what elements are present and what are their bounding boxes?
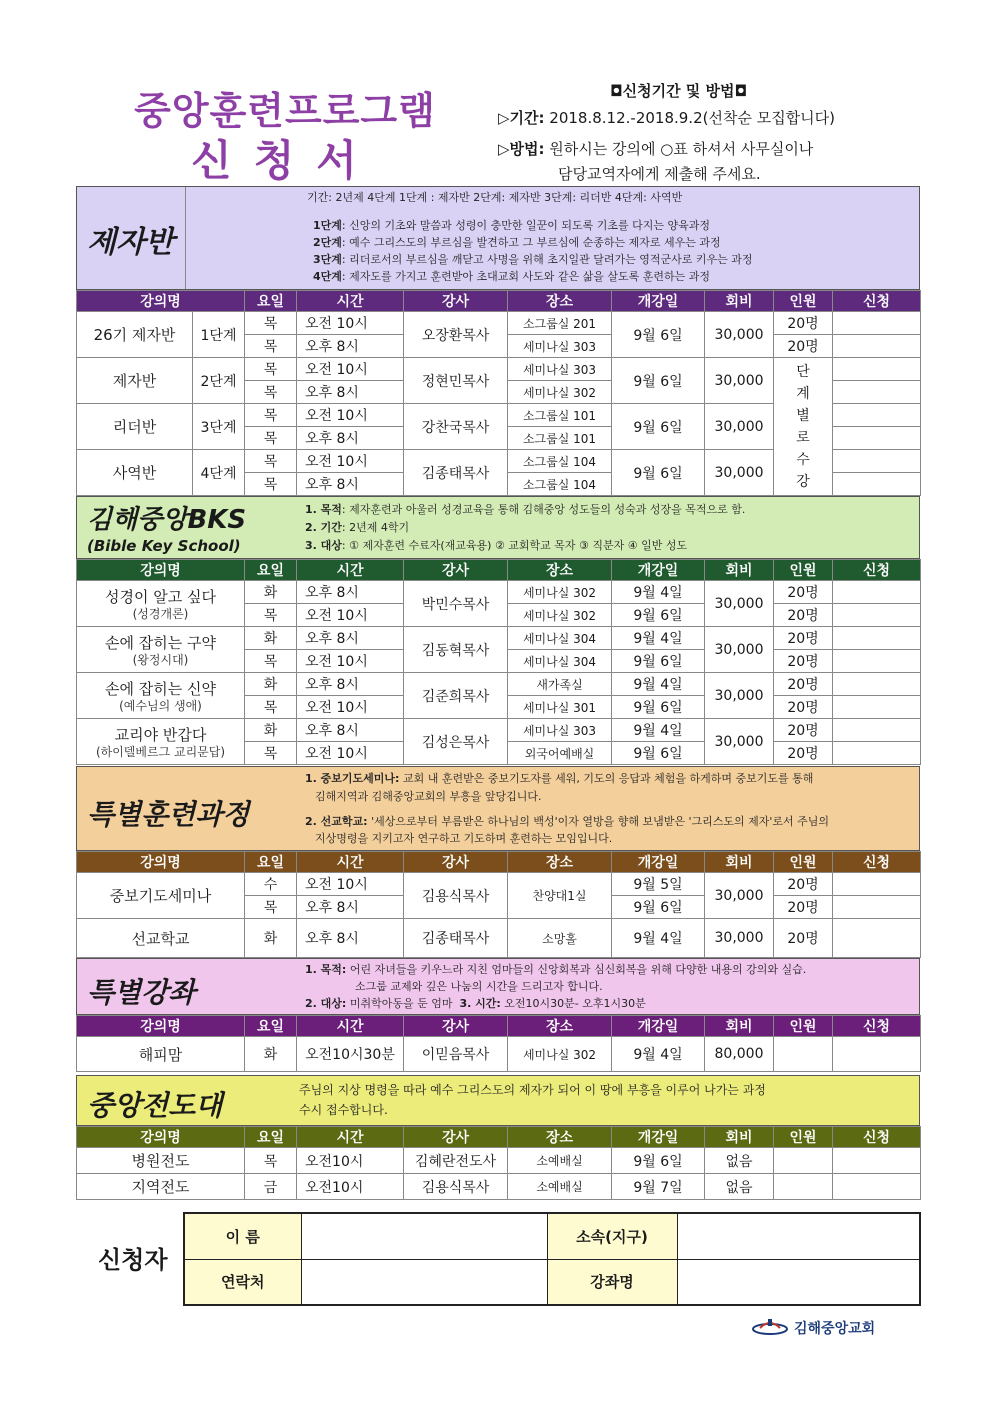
contact-label: 연락처	[184, 1259, 301, 1305]
course-name: 제자반	[77, 358, 193, 404]
course-fee: 30,000	[705, 627, 774, 673]
apply-cell[interactable]	[833, 581, 921, 604]
col-name: 강의명	[77, 291, 245, 312]
course-time: 오전10시30분	[297, 1037, 404, 1072]
disciple-step2: 2단계: 예수 그리스도의 부르심을 발견하고 그 부르심에 순종하는 제자로 세우는 과정	[313, 236, 721, 249]
course-time: 오후 8시	[297, 473, 404, 496]
apply-cell[interactable]	[833, 650, 921, 673]
special-table	[76, 851, 921, 958]
course-place: 세미나실 303	[508, 335, 612, 358]
apply-cell[interactable]	[833, 604, 921, 627]
apply-cell[interactable]	[833, 873, 921, 896]
course-teacher: 김용식목사	[404, 1174, 508, 1200]
apply-cell[interactable]	[833, 427, 921, 450]
course-teacher: 강찬국목사	[404, 404, 508, 450]
col-place: 장소	[508, 1127, 612, 1148]
bks-target: 3. 대상: ① 제자훈련 수료자(재교육용) ② 교회학교 목자 ③ 직분자 ④ 일반 성도	[305, 539, 688, 552]
course-day: 목	[245, 896, 297, 919]
disciple-step1: 1단계: 신앙의 기초와 말씀과 성령이 충만한 일꾼이 되도록 기초를 다지는 양육과정	[313, 219, 710, 232]
special-banner	[76, 766, 920, 851]
course-day: 화	[245, 673, 297, 696]
col-day: 요일	[245, 852, 297, 873]
course-name: 중보기도세미나	[77, 873, 245, 919]
col-place: 장소	[508, 291, 612, 312]
table-row	[77, 312, 921, 335]
lecture-banner	[76, 958, 920, 1015]
table-row	[77, 919, 921, 958]
disciple-step4: 4단계: 제자도를 가지고 훈련받아 초대교회 사도와 같은 삶을 살도록 훈련하는 과정	[313, 270, 710, 283]
course-time: 오전 10시	[297, 604, 404, 627]
apply-cell[interactable]	[833, 335, 921, 358]
course-time: 오후 8시	[297, 896, 404, 919]
apply-cell[interactable]	[833, 404, 921, 427]
course-place: 세미나실 302	[508, 381, 612, 404]
col-day: 요일	[245, 560, 297, 581]
bks-subtitle: (Bible Key School)	[87, 537, 241, 555]
col-time: 시간	[297, 1016, 404, 1037]
course-fee: 30,000	[705, 581, 774, 627]
col-date: 개강일	[612, 1127, 705, 1148]
course-time: 오전 10시	[297, 742, 404, 765]
course-teacher: 정현민목사	[404, 358, 508, 404]
bks-table	[76, 559, 921, 765]
course-name: 병원전도	[77, 1148, 245, 1174]
apply-cell[interactable]	[833, 896, 921, 919]
col-place: 장소	[508, 852, 612, 873]
apply-cell[interactable]	[833, 1148, 921, 1174]
info-method-continued: 담당교역자에게 제출해 주세요.	[558, 165, 761, 183]
course-date: 9월 5일	[612, 873, 705, 896]
course-time: 오전10시	[297, 1174, 404, 1200]
disciple-period: 기간: 2년제 4단계 1단계 : 제자반 2단계: 제자반 3단계: 리더반 4단계: 사역반	[307, 191, 683, 204]
course-place: 세미나실 303	[508, 719, 612, 742]
col-people: 인원	[774, 560, 833, 581]
course-name: 교리야 반갑다 (하이델베르그 교리문답)	[77, 719, 245, 765]
apply-cell[interactable]	[833, 358, 921, 381]
course-date: 9월 6일	[612, 696, 705, 719]
apply-cell[interactable]	[833, 450, 921, 473]
table-row	[77, 673, 921, 696]
col-day: 요일	[245, 291, 297, 312]
course-date: 9월 6일	[612, 450, 705, 496]
course-place: 세미나실 301	[508, 696, 612, 719]
course-day: 수	[245, 873, 297, 896]
col-fee: 회비	[705, 1127, 774, 1148]
course-teacher: 김혜란전도사	[404, 1148, 508, 1174]
course-date: 9월 6일	[612, 650, 705, 673]
col-apply: 신청	[833, 291, 921, 312]
course-date: 9월 6일	[612, 312, 705, 358]
course-teacher: 김동혁목사	[404, 627, 508, 673]
col-teacher: 강사	[404, 560, 508, 581]
col-name: 강의명	[77, 1127, 245, 1148]
col-fee: 회비	[705, 1016, 774, 1037]
table-row	[77, 719, 921, 742]
special-item2: 2. 선교학교: '세상으로부터 부름받은 하나님의 백성'이자 열방을 향해 보냄받은 '그리스도의 제자'로서 주님의	[305, 815, 830, 828]
course-people: 20명	[774, 696, 833, 719]
course-step: 3단계	[193, 404, 245, 450]
affiliation-field[interactable]	[677, 1213, 920, 1259]
course-teacher: 박민수목사	[404, 581, 508, 627]
merged-char: 별	[796, 407, 810, 424]
course-step: 4단계	[193, 450, 245, 496]
course-name: 리더반	[77, 404, 193, 450]
col-place: 장소	[508, 560, 612, 581]
course-fee: 30,000	[705, 719, 774, 765]
course-place: 세미나실 304	[508, 650, 612, 673]
course-date: 9월 4일	[612, 719, 705, 742]
apply-cell[interactable]	[833, 312, 921, 335]
col-apply: 신청	[833, 560, 921, 581]
course-day: 화	[245, 719, 297, 742]
course-name: 손에 잡히는 신약 (예수님의 생애)	[77, 673, 245, 719]
course-day: 화	[245, 627, 297, 650]
merged-char: 로	[796, 429, 810, 446]
lecture-target: 2. 대상: 미취학아동을 둔 엄마 3. 시간: 오전10시30분- 오후1시30분	[305, 997, 646, 1010]
course-place: 찬양대1실	[508, 873, 612, 919]
disciple-table	[76, 290, 921, 496]
name-field[interactable]	[301, 1213, 547, 1259]
course-place: 소그룹실 104	[508, 473, 612, 496]
col-day: 요일	[245, 1016, 297, 1037]
course-day: 목	[245, 650, 297, 673]
course-place: 세미나실 304	[508, 627, 612, 650]
bks-header-row	[77, 560, 921, 581]
lecture-goal: 1. 목적: 어린 자녀들을 키우느라 지친 엄마들의 신앙회복과 심신회복을 위해 다양한 내용의 강의와 실습.	[305, 963, 807, 976]
apply-cell[interactable]	[833, 1037, 921, 1072]
apply-cell[interactable]	[833, 742, 921, 765]
course-teacher: 김종태목사	[404, 919, 508, 958]
course-people: 20명	[774, 581, 833, 604]
course-people: 20명	[774, 604, 833, 627]
course-time: 오후 8시	[297, 381, 404, 404]
col-people: 인원	[774, 852, 833, 873]
col-date: 개강일	[612, 1016, 705, 1037]
apply-cell[interactable]	[833, 919, 921, 958]
col-name: 강의명	[77, 852, 245, 873]
course-date: 9월 4일	[612, 1037, 705, 1072]
info-method	[498, 138, 813, 159]
apply-cell[interactable]	[833, 673, 921, 696]
period-label: ▷기간:	[498, 109, 545, 127]
course-date: 9월 6일	[612, 404, 705, 450]
evangel-header-row	[77, 1127, 921, 1148]
course-time: 오후 8시	[297, 719, 404, 742]
col-name: 강의명	[77, 560, 245, 581]
method-value: 원하시는 강의에 ○표 하셔서 사무실이나	[549, 140, 814, 158]
course-fee: 30,000	[705, 873, 774, 919]
col-time: 시간	[297, 291, 404, 312]
course-fee: 없음	[705, 1148, 774, 1174]
course-fee: 30,000	[705, 404, 774, 450]
church-logo	[752, 1316, 875, 1340]
apply-cell[interactable]	[833, 381, 921, 404]
bks-period: 2. 기간: 2년제 4학기	[305, 521, 410, 534]
col-teacher: 강사	[404, 291, 508, 312]
course-teacher: 김준희목사	[404, 673, 508, 719]
col-people: 인원	[774, 291, 833, 312]
course-people: 20명	[774, 896, 833, 919]
applicant-form	[183, 1212, 921, 1306]
merged-char: 계	[796, 385, 810, 402]
table-row	[77, 1037, 921, 1072]
course-people: 20명	[774, 673, 833, 696]
lecture-header-row	[77, 1016, 921, 1037]
course-people: 20명	[774, 873, 833, 896]
course-field[interactable]	[677, 1259, 920, 1305]
course-name: 성경이 알고 싶다 (성경개론)	[77, 581, 245, 627]
course-day: 목	[245, 404, 297, 427]
course-day: 목	[245, 450, 297, 473]
affiliation-label: 소속(지구)	[547, 1213, 677, 1259]
disciple-header-row	[77, 291, 921, 312]
col-teacher: 강사	[404, 1016, 508, 1037]
church-name: 김해중앙교회	[794, 1321, 876, 1337]
info-period	[498, 107, 835, 128]
course-time: 오후 8시	[297, 335, 404, 358]
course-place: 소그룹실 104	[508, 450, 612, 473]
course-time: 오후 8시	[297, 627, 404, 650]
course-fee: 30,000	[705, 673, 774, 719]
course-people: 20명	[774, 627, 833, 650]
col-fee: 회비	[705, 560, 774, 581]
table-row	[77, 1174, 921, 1200]
course-date: 9월 6일	[612, 742, 705, 765]
apply-cell[interactable]	[833, 719, 921, 742]
course-teacher: 김성은목사	[404, 719, 508, 765]
course-time: 오후 8시	[297, 673, 404, 696]
applicant-label: 신청자	[98, 1246, 168, 1274]
course-place: 소그룹실 101	[508, 427, 612, 450]
col-fee: 회비	[705, 291, 774, 312]
course-time: 오전 10시	[297, 404, 404, 427]
col-time: 시간	[297, 1127, 404, 1148]
course-day: 목	[245, 1148, 297, 1174]
course-place: 소그룹실 101	[508, 404, 612, 427]
course-date: 9월 4일	[612, 627, 705, 650]
course-time: 오전 10시	[297, 450, 404, 473]
course-fee: 없음	[705, 1174, 774, 1200]
course-name: 사역반	[77, 450, 193, 496]
col-apply: 신청	[833, 1127, 921, 1148]
col-time: 시간	[297, 852, 404, 873]
col-date: 개강일	[612, 852, 705, 873]
course-people: 20명	[774, 650, 833, 673]
disciple-title: 제자반	[87, 225, 174, 260]
banner-divider	[185, 187, 186, 289]
table-row	[77, 358, 921, 381]
course-day: 화	[245, 1037, 297, 1072]
course-name: 선교학교	[77, 919, 245, 958]
course-step: 2단계	[193, 358, 245, 404]
course-time: 오전 10시	[297, 358, 404, 381]
period-value: 2018.8.12.-2018.9.2(선착순 모집합니다)	[549, 109, 836, 127]
course-date: 9월 7일	[612, 1174, 705, 1200]
course-date: 9월 6일	[612, 896, 705, 919]
course-name: 26기 제자반	[77, 312, 193, 358]
course-place: 소예배실	[508, 1174, 612, 1200]
course-teacher: 김용식목사	[404, 873, 508, 919]
col-date: 개강일	[612, 560, 705, 581]
apply-cell[interactable]	[833, 627, 921, 650]
special-item1: 1. 중보기도세미나: 교회 내 훈련받은 중보기도자를 세워, 기도의 응답과 체험을 하게하며 중보기도를 통해	[305, 772, 814, 785]
table-row	[77, 581, 921, 604]
course-time: 오후 8시	[297, 919, 404, 958]
col-name: 강의명	[77, 1016, 245, 1037]
disciple-banner	[76, 186, 920, 290]
table-row	[77, 873, 921, 896]
course-day: 목	[245, 742, 297, 765]
col-teacher: 강사	[404, 852, 508, 873]
course-step: 1단계	[193, 312, 245, 358]
name-label: 이 름	[184, 1213, 301, 1259]
table-row	[77, 627, 921, 650]
course-place: 소망홀	[508, 919, 612, 958]
applicant-row	[184, 1213, 920, 1259]
col-day: 요일	[245, 1127, 297, 1148]
course-day: 화	[245, 919, 297, 958]
course-date: 9월 4일	[612, 673, 705, 696]
course-date: 9월 6일	[612, 358, 705, 404]
course-fee: 30,000	[705, 312, 774, 358]
course-people: 20명	[774, 719, 833, 742]
course-place: 소그룹실 201	[508, 312, 612, 335]
bks-banner	[76, 496, 920, 559]
page-title: 중앙훈련프로그램	[134, 89, 436, 133]
course-day: 목	[245, 696, 297, 719]
apply-cell[interactable]	[833, 1174, 921, 1200]
course-name: 손에 잡히는 구약 (왕정시대)	[77, 627, 245, 673]
course-time: 오전10시	[297, 1148, 404, 1174]
special-title: 특별훈련과정	[87, 798, 250, 831]
course-fee: 30,000	[705, 919, 774, 958]
col-place: 장소	[508, 1016, 612, 1037]
course-day: 목	[245, 473, 297, 496]
evangel-title: 중앙전도대	[87, 1089, 223, 1122]
course-date: 9월 4일	[612, 581, 705, 604]
course-people	[774, 1174, 833, 1200]
col-apply: 신청	[833, 1016, 921, 1037]
course-people: 20명	[774, 335, 833, 358]
church-logo-icon	[752, 1316, 788, 1340]
course-day: 금	[245, 1174, 297, 1200]
course-people	[774, 1148, 833, 1174]
course-fee: 80,000	[705, 1037, 774, 1072]
disciple-step3: 3단계: 리더로서의 부르심을 깨닫고 사명을 위해 초지일관 달려가는 영적군사로 키우는 과정	[313, 253, 753, 266]
course-people: 20명	[774, 919, 833, 958]
method-label: ▷방법:	[498, 140, 545, 158]
course-date: 9월 6일	[612, 604, 705, 627]
evangel-banner	[76, 1075, 920, 1126]
col-teacher: 강사	[404, 1127, 508, 1148]
course-name: 해피맘	[77, 1037, 245, 1072]
bks-goal: 1. 목적: 제자훈련과 아울러 성경교육을 통해 김해중앙 성도들의 성숙과 성장을 목적으로 함.	[305, 503, 746, 516]
course-date: 9월 4일	[612, 919, 705, 958]
lecture-table	[76, 1015, 921, 1072]
apply-cell[interactable]	[833, 696, 921, 719]
course-day: 목	[245, 427, 297, 450]
people-merged	[774, 358, 833, 496]
course-people	[774, 1037, 833, 1072]
special-item1-continued: 김해지역과 김해중앙교회의 부흥을 앞당깁니다.	[315, 790, 542, 803]
course-label: 강좌명	[547, 1259, 677, 1305]
course-place: 세미나실 302	[508, 604, 612, 627]
course-day: 목	[245, 312, 297, 335]
page-subtitle: 신청서	[191, 136, 379, 185]
course-people: 20명	[774, 312, 833, 335]
course-date: 9월 6일	[612, 1148, 705, 1174]
course-day: 목	[245, 358, 297, 381]
course-teacher: 오장환목사	[404, 312, 508, 358]
info-heading: ◘신청기간 및 방법◘	[610, 82, 748, 100]
course-time: 오전 10시	[297, 650, 404, 673]
course-time: 오전 10시	[297, 873, 404, 896]
course-time: 오전 10시	[297, 312, 404, 335]
apply-cell[interactable]	[833, 473, 921, 496]
course-place: 세미나실 303	[508, 358, 612, 381]
merged-char: 강	[796, 473, 810, 490]
course-place: 세미나실 302	[508, 581, 612, 604]
evangel-desc-continued: 수시 접수합니다.	[299, 1103, 388, 1117]
evangel-table	[76, 1126, 921, 1200]
special-item2-continued: 지상명령을 지키고자 연구하고 기도하며 훈련하는 모임입니다.	[315, 832, 613, 845]
course-fee: 30,000	[705, 450, 774, 496]
lecture-goal-continued: 소그룹 교제와 깊은 나눔의 시간을 드리고자 합니다.	[355, 980, 603, 993]
lecture-title: 특별강좌	[87, 976, 196, 1009]
course-day: 목	[245, 335, 297, 358]
course-time: 오후 8시	[297, 427, 404, 450]
evangel-desc: 주님의 지상 명령을 따라 예수 그리스도의 제자가 되어 이 땅에 부흥을 이루어 나가는 과정	[299, 1083, 766, 1097]
merged-char: 단	[796, 363, 810, 380]
course-teacher: 이믿음목사	[404, 1037, 508, 1072]
course-day: 화	[245, 581, 297, 604]
bks-title: 김해중앙BKS	[87, 505, 247, 535]
course-day: 목	[245, 604, 297, 627]
course-fee: 30,000	[705, 358, 774, 404]
col-fee: 회비	[705, 852, 774, 873]
course-place: 소예배실	[508, 1148, 612, 1174]
course-teacher: 김종태목사	[404, 450, 508, 496]
col-time: 시간	[297, 560, 404, 581]
course-time: 오후 8시	[297, 581, 404, 604]
course-time: 오전 10시	[297, 696, 404, 719]
course-place: 세미나실 302	[508, 1037, 612, 1072]
course-name: 지역전도	[77, 1174, 245, 1200]
col-people: 인원	[774, 1016, 833, 1037]
course-place: 외국어예배실	[508, 742, 612, 765]
course-people: 20명	[774, 742, 833, 765]
merged-char: 수	[796, 451, 810, 468]
special-header-row	[77, 852, 921, 873]
col-apply: 신청	[833, 852, 921, 873]
contact-field[interactable]	[301, 1259, 547, 1305]
col-people: 인원	[774, 1127, 833, 1148]
course-place: 새가족실	[508, 673, 612, 696]
col-date: 개강일	[612, 291, 705, 312]
course-day: 목	[245, 381, 297, 404]
table-row	[77, 1148, 921, 1174]
applicant-row	[184, 1259, 920, 1305]
